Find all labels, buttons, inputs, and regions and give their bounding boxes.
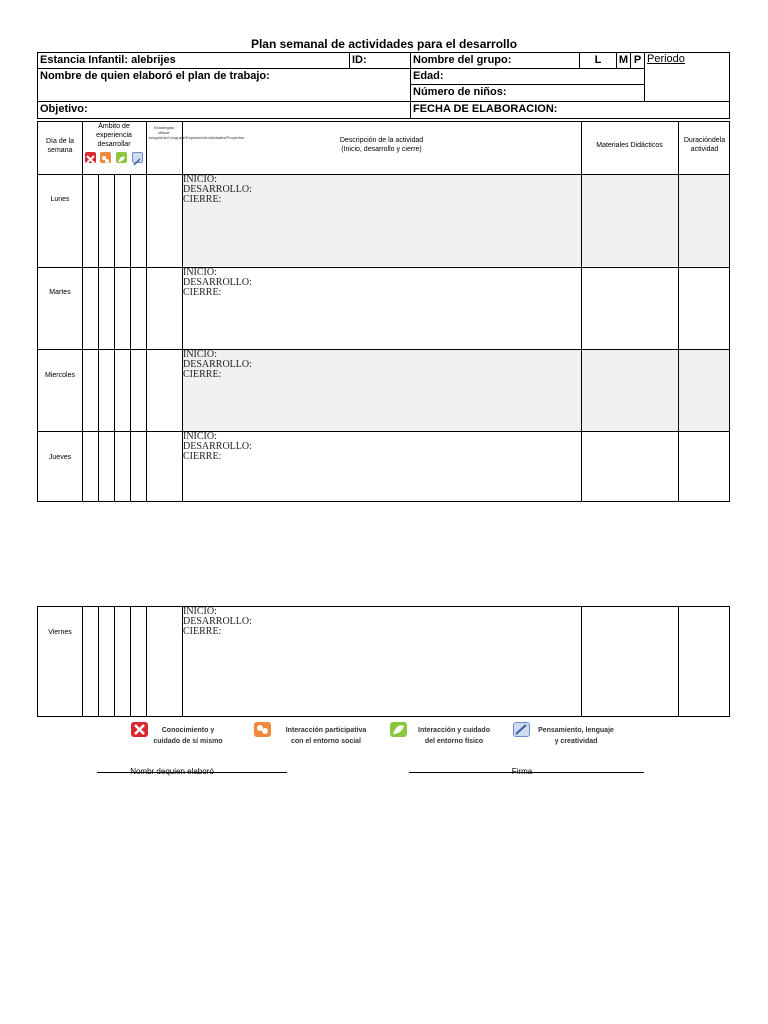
col-descripcion: Descripción de la actividad (Inicio, desarrollo y cierre)	[339, 137, 424, 153]
elaboro-field[interactable]: Nombre de quien elaboró el plan de trabajo:	[37, 68, 411, 102]
weekly-plan-table	[37, 121, 730, 502]
day-label: Viernes	[48, 629, 72, 636]
legend-label: Pensamiento, lenguaje y creatividad	[538, 727, 614, 745]
activity-phases[interactable]: INICIO: DESARROLLO: CIERRE:	[183, 606, 252, 637]
legend-label: Interacción participativa con el entorno social	[285, 727, 367, 745]
friday-table	[37, 606, 730, 717]
elaboro-signature-label: Nombr dequien elaboró	[130, 767, 214, 776]
self-care-icon	[85, 152, 96, 163]
page-title: Plan semanal de actividades para el desarrollo	[250, 37, 518, 51]
environment-icon	[390, 722, 407, 737]
fecha-field[interactable]: FECHA DE ELABORACION:	[410, 101, 730, 119]
activity-phases[interactable]: INICIO: DESARROLLO: CIERRE:	[183, 267, 252, 298]
col-ambito: Ámbito de experiencia desarrollar	[96, 123, 132, 148]
grupo-field[interactable]: Nombre del grupo:	[410, 52, 580, 69]
activity-phases[interactable]: INICIO: DESARROLLO: CIERRE:	[183, 174, 252, 205]
estancia-field[interactable]: Estancia Infantil: alebrijes	[37, 52, 350, 69]
id-field[interactable]: ID:	[349, 52, 411, 69]
self-care-icon	[131, 722, 148, 737]
col-estrategias: Estrategias utilizar: Juego/Arte/Lenguaje/Expresión/Actividades/Proyectos	[148, 125, 245, 140]
header-grid	[37, 52, 730, 120]
col-dia: Día de la semana	[45, 138, 75, 154]
social-icon	[254, 722, 271, 737]
periodo-field[interactable]: Periodo	[644, 52, 730, 102]
legend-label: Conocimiento y cuidado de sí mismo	[153, 727, 223, 745]
social-icon	[100, 152, 111, 163]
day-label: Jueves	[48, 454, 72, 461]
shift-p[interactable]: P	[630, 52, 645, 69]
environment-icon	[116, 152, 127, 163]
thinking-icon	[132, 152, 143, 163]
activity-phases[interactable]: INICIO: DESARROLLO: CIERRE:	[183, 431, 252, 462]
edad-field[interactable]: Edad:	[410, 68, 645, 85]
firma-label: Firma	[511, 767, 533, 776]
day-label: Lunes	[50, 196, 70, 203]
col-materiales: Materiales Didácticos	[596, 142, 663, 149]
activity-phases[interactable]: INICIO: DESARROLLO: CIERRE:	[183, 349, 252, 380]
shift-m[interactable]: M	[616, 52, 631, 69]
thinking-icon	[513, 722, 530, 737]
day-label: Martes	[49, 289, 71, 296]
shift-l[interactable]: L	[579, 52, 617, 69]
ninos-field[interactable]: Número de niños:	[410, 84, 645, 102]
legend-label: Interacción y cuidado del entorno físico	[418, 727, 490, 745]
day-label: Miercoles	[45, 372, 75, 379]
objetivo-field[interactable]: Objetivo:	[37, 101, 411, 119]
col-duracion: Duracióndela actividad	[683, 137, 726, 153]
